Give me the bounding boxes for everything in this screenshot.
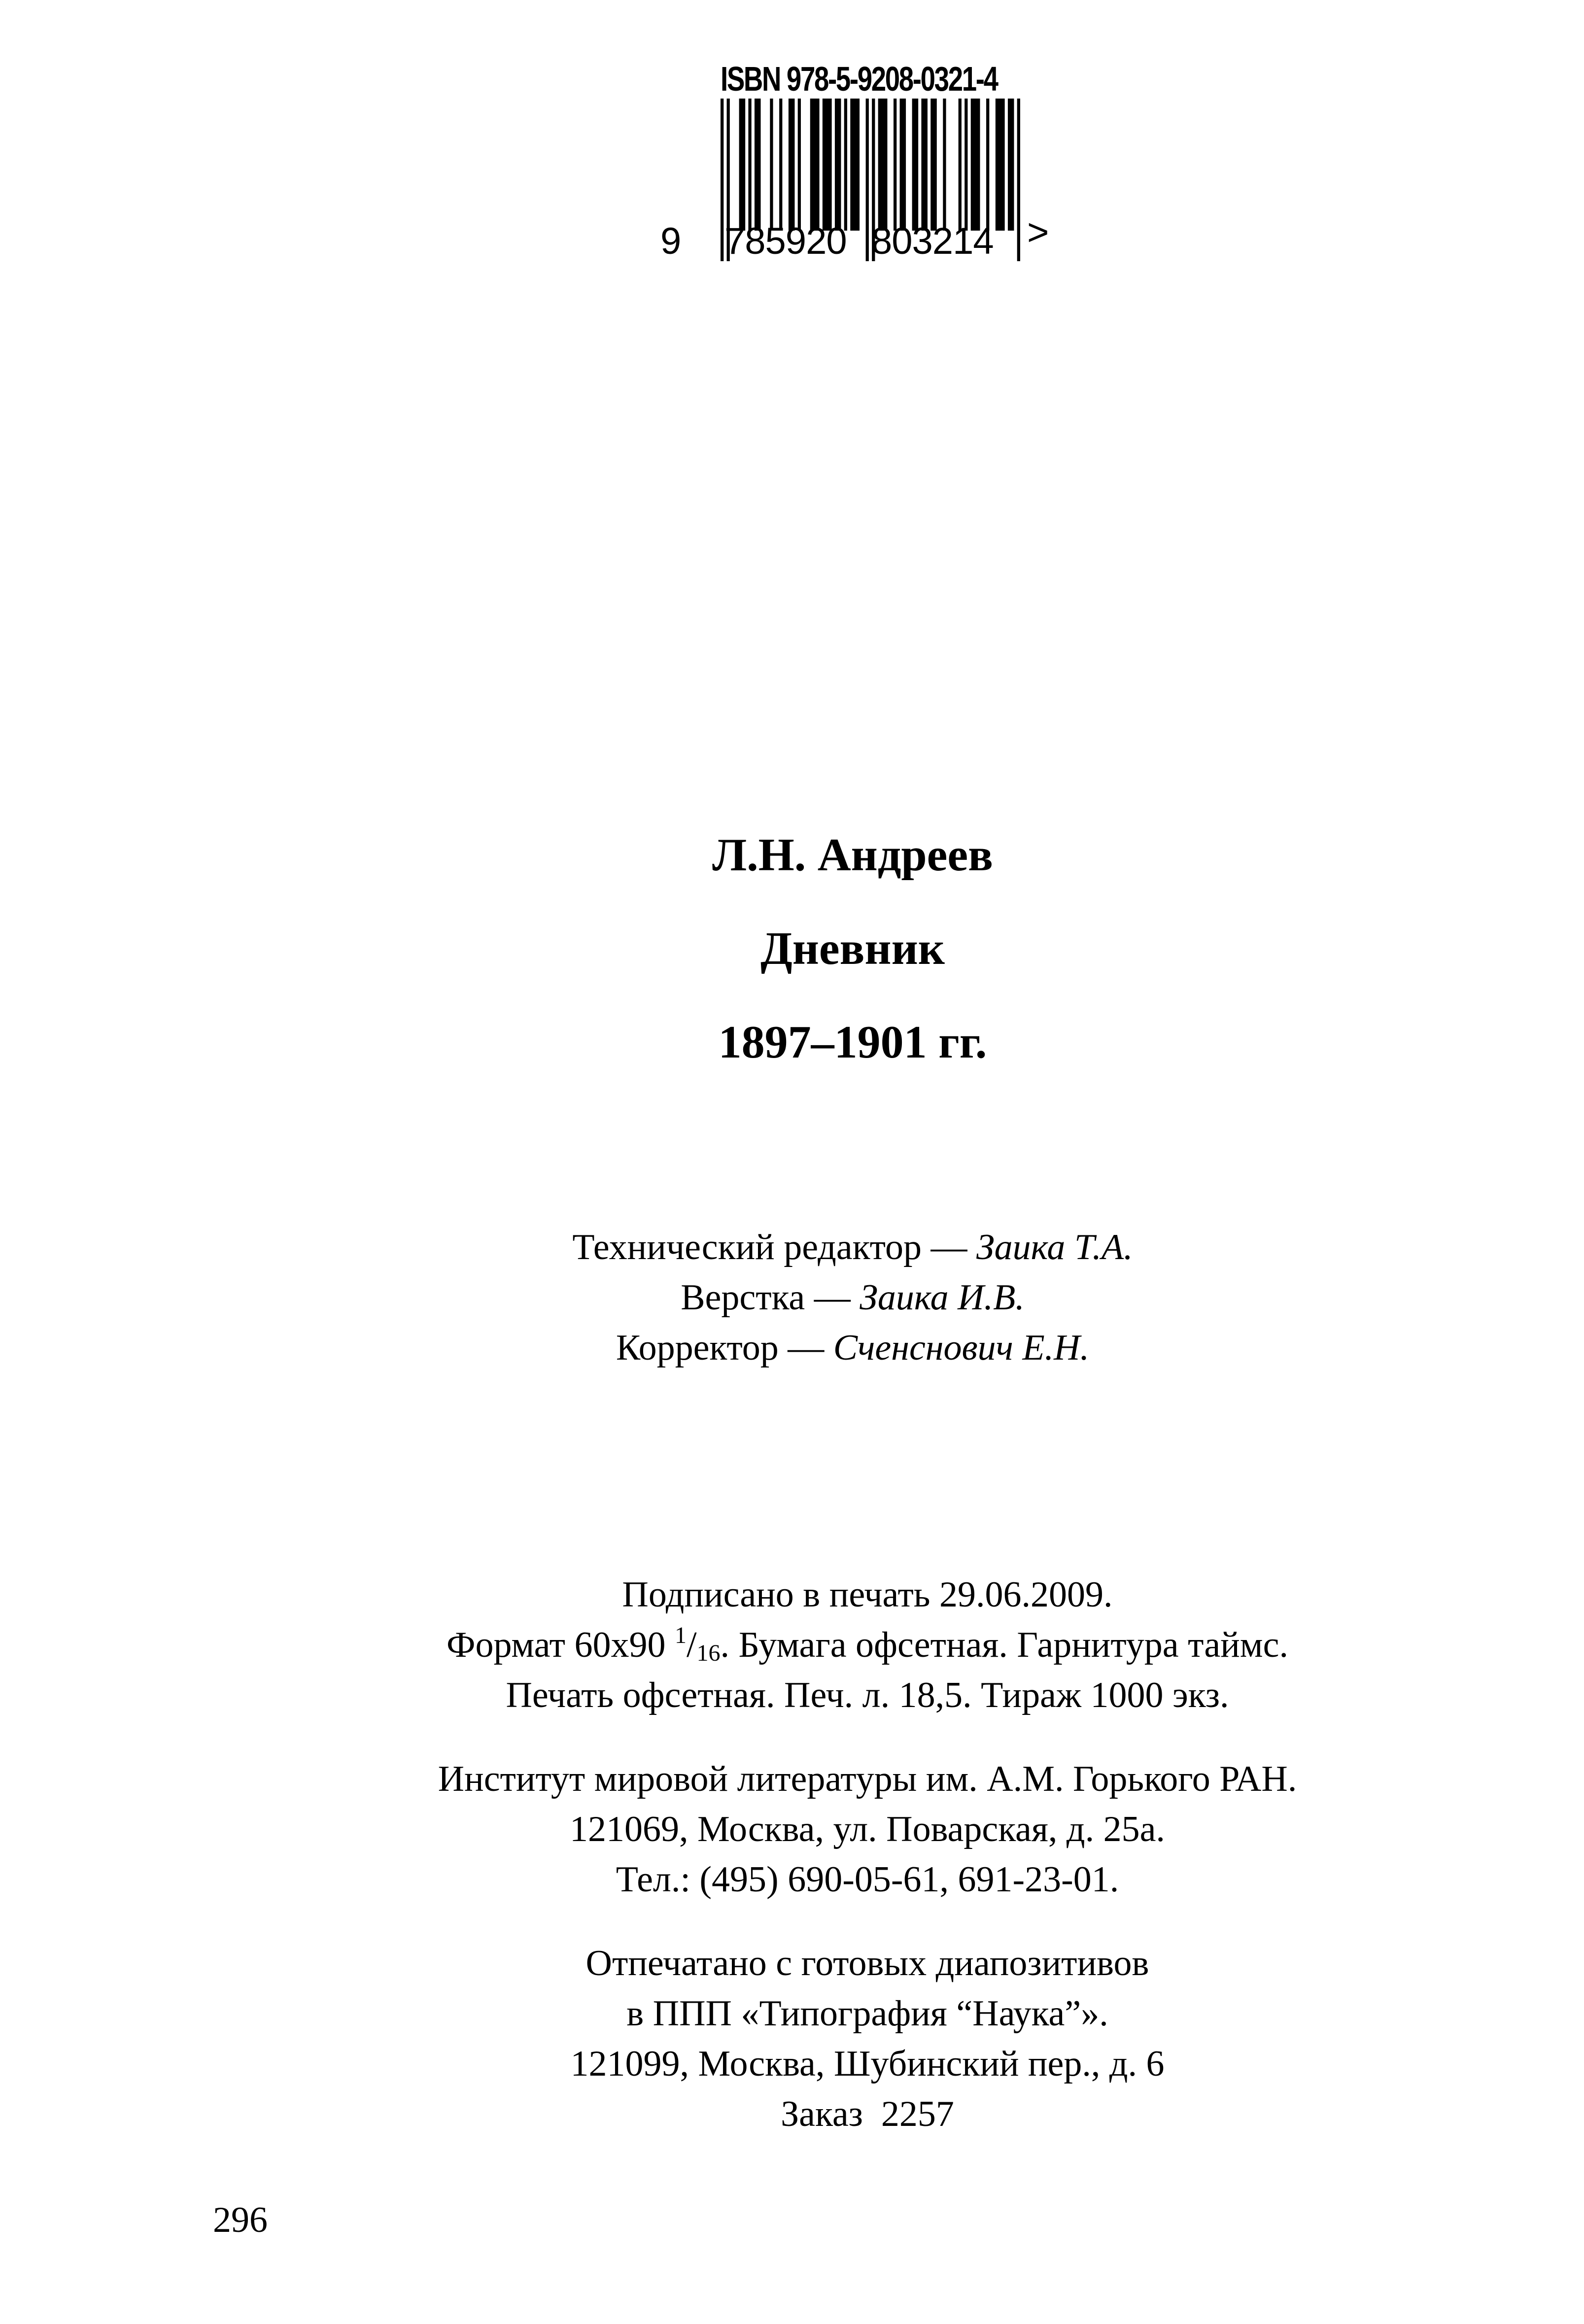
book-title-block	[444, 808, 1262, 1089]
barcode-bar	[810, 99, 820, 231]
format-prefix: Формат 60x90	[447, 1625, 675, 1665]
barcode-bar	[930, 99, 937, 231]
barcode-lead-digit: 9	[660, 220, 682, 262]
barcode-right-digits: 803214	[871, 220, 994, 262]
barcode-bar	[739, 99, 746, 231]
barcode-bar	[900, 99, 906, 231]
barcode-bar	[964, 99, 967, 231]
credit-person: Заика И.В.	[860, 1277, 1025, 1318]
barcode-bar	[1008, 99, 1014, 231]
author-name: Л.Н. Андреев	[712, 829, 993, 881]
barcode-bar	[835, 99, 841, 231]
barcode-bar	[959, 99, 962, 231]
barcode-bar	[779, 99, 782, 231]
spacer	[246, 1720, 1488, 1754]
credit-technical-editor	[444, 1222, 1262, 1272]
barcode-bar	[770, 99, 773, 231]
barcode-bar	[878, 99, 888, 231]
barcode-bar	[943, 99, 946, 231]
publisher-name: Институт мировой литературы им. А.М. Горького РАН.	[438, 1759, 1297, 1799]
fraction-denominator: 16	[696, 1640, 721, 1666]
order-number: Заказ 2257	[781, 2094, 954, 2134]
signed-for-print: Подписано в печать 29.06.2009.	[622, 1574, 1113, 1615]
credit-person: Заика Т.А.	[976, 1227, 1133, 1267]
credit-role: Верстка —	[681, 1277, 860, 1318]
isbn-label: ISBN 978-5-9208-0321-4	[721, 60, 998, 98]
publisher-phone: Тел.: (495) 690-05-61, 691-23-01.	[616, 1859, 1119, 1900]
barcode-left-digits: 785920	[724, 220, 847, 262]
printed-from-note: Отпечатано с готовых диапозитивов	[585, 1943, 1149, 1983]
barcode-quiet-zone-marker: >	[1027, 211, 1049, 253]
credit-person: Сченснович Е.Н.	[833, 1328, 1090, 1368]
printer-name: в ППП «Типография “Наука”».	[626, 1993, 1108, 2034]
barcode-bar	[755, 99, 761, 231]
barcode-bar	[912, 99, 919, 231]
printer-address: 121099, Москва, Шубинский пер., д. 6	[570, 2044, 1165, 2084]
isbn-barcode	[660, 59, 1074, 266]
barcode-bar	[844, 99, 847, 231]
barcode-bar	[798, 99, 801, 231]
barcode-bar	[894, 99, 896, 231]
print-details: Печать офсетная. Печ. л. 18,5. Тираж 1000 экз.	[506, 1675, 1229, 1715]
barcode-digits	[660, 211, 1074, 264]
barcode-bar	[986, 99, 989, 231]
format-fraction: $^1/_{16}$	[674, 1622, 721, 1666]
barcode-bar	[850, 99, 860, 231]
format-suffix: . Бумага офсетная. Гарнитура таймс.	[720, 1625, 1288, 1665]
work-years: 1897–1901 гг.	[718, 1017, 987, 1068]
publisher-address: 121069, Москва, ул. Поварская, д. 25а.	[570, 1809, 1165, 1849]
barcode-bar	[748, 99, 751, 231]
format-line	[246, 1620, 1488, 1670]
fraction-numerator: 1	[674, 1622, 687, 1648]
spacer	[246, 1905, 1488, 1938]
credit-layout	[444, 1272, 1262, 1323]
barcode-bar	[971, 99, 980, 231]
credit-role: Технический редактор —	[572, 1227, 976, 1267]
page-number: 296	[213, 2200, 268, 2240]
credit-role: Корректор —	[616, 1328, 833, 1368]
barcode-bar	[996, 99, 1005, 231]
credits-block	[444, 1222, 1262, 1373]
barcode-bar	[823, 99, 832, 231]
work-title: Дневник	[760, 923, 945, 974]
credit-proofreader	[444, 1323, 1262, 1373]
imprint-block	[246, 1570, 1488, 2139]
barcode-bar	[789, 99, 795, 231]
barcode-bar	[921, 99, 928, 231]
